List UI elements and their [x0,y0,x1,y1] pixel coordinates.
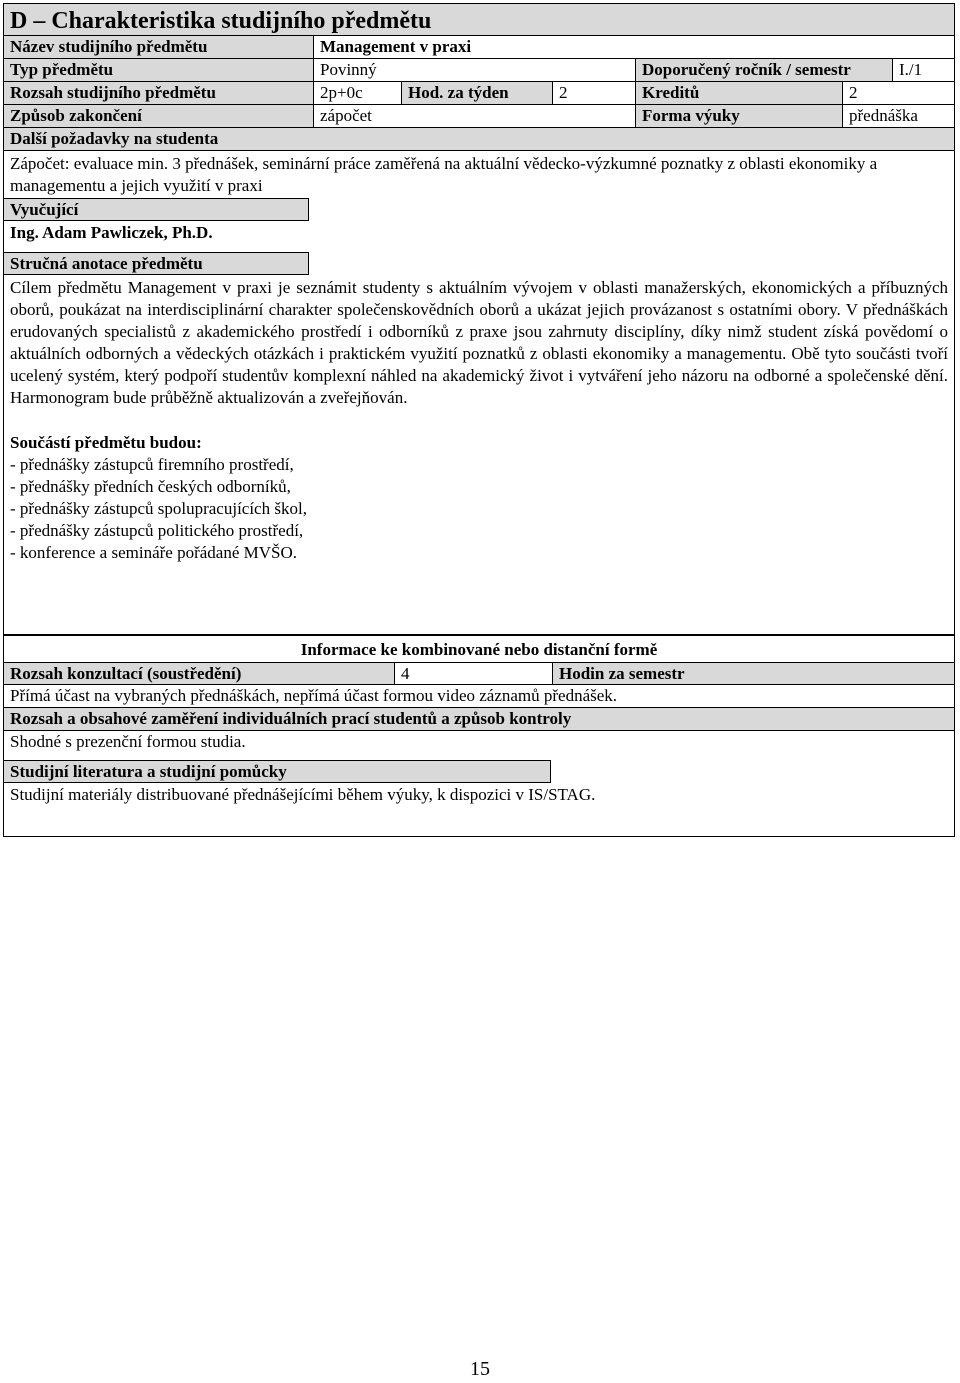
hours-per-week-value: 2 [552,82,635,104]
list-item: - přednášky předních českých odborníků, [10,477,291,496]
course-range-label: Rozsah studijního předmětu [4,82,313,104]
credits-value: 2 [842,82,954,104]
course-type-label: Typ předmětu [4,59,313,81]
list-item: - přednášky zástupců spolupracujících škol, [10,499,307,518]
requirements-text: Zápočet: evaluace min. 3 přednášek, seminární práce zaměřená na aktuální vědecko-výzkumné poznatky z oblasti ekonomiky a managementu a jejich využití v praxi [10,154,878,195]
completion-value: zápočet [313,105,635,127]
teaching-form-value: přednáška [842,105,954,127]
distance-form-section [4,636,954,836]
course-name-label: Název studijního předmětu [4,36,313,58]
hours-per-semester-label: Hodin za semestr [552,663,954,684]
list-item: - přednášky zástupců firemního prostředí, [10,455,294,474]
course-range-value: 2p+0c [313,82,401,104]
page-number: 15 [470,1358,490,1380]
components-list [4,432,954,564]
consultation-row [4,662,954,685]
individual-work-row [4,708,954,731]
consultation-label: Rozsah konzultací (soustředění) [4,663,394,684]
list-item: - přednášky zástupců politického prostředí, [10,521,304,540]
literature-heading-row [4,760,954,783]
completion-label: Způsob zakončení [4,105,313,127]
list-item: - konference a semináře pořádané MVŠO. [10,543,297,562]
course-characteristics-form [3,3,955,837]
course-name-row [4,36,954,59]
annotation-label: Stručná anotace předmětu [4,252,309,275]
requirements-label: Další požadavky na studenta [4,128,954,151]
course-name-value: Management v praxi [313,36,954,58]
teacher-name: Ing. Adam Pawliczek, Ph.D. [10,223,213,242]
teaching-form-label: Forma výuky [635,105,842,127]
form-title: D – Charakteristika studijního předmětu [4,4,954,36]
course-type-value: Povinný [313,59,635,81]
completion-row [4,105,954,128]
annotation-text: Cílem předmětu Management v praxi je seznámit studenty s aktuálním vývojem v oblasti manažerských, ekonomických a příbuzných oborů, poukázat na interdisciplinární charakter společenskovědních oborů a ukázat jejich provázanost s ostatními obory. V přednáškách erudovaných specialistů z akademického prostředí i odborníků z praxe jsou zahrnuty disciplíny, díky nimž student získá povědomí o aktuálních odborných a vědeckých otázkách i praktickém využití poznatků z oblasti ekonomiky a managementu. Obě tyto součásti tvoří ucelený systém, který podpoří studentův komplexní náhled na akademický život i vytváření jeho názoru na odborné a společenské dění. Harmonogram bude průběžně aktualizován a zveřejňován. [10,278,948,407]
participation-text: Přímá účast na vybraných přednáškách, nepřímá účast formou video záznamů přednášek. [4,685,954,708]
individual-work-text: Shodné s prezenční formou studia. [10,732,246,751]
teachers-label: Vyučující [4,198,309,221]
requirements-heading-row [4,128,954,151]
course-type-row [4,59,954,82]
recommended-year-value: I./1 [892,59,954,81]
teachers-heading-row [4,198,954,221]
distance-heading: Informace ke kombinované nebo distanční formě [300,640,658,659]
credits-label: Kreditů [635,82,842,104]
recommended-year-label: Doporučený ročník / semestr [635,59,892,81]
literature-text: Studijní materiály distribuované přednášejícími během výuky, k dispozici v IS/STAG. [10,785,596,804]
course-range-row [4,82,954,105]
individual-work-label: Rozsah a obsahové zaměření individuálních prací studentů a způsob kontroly [4,708,954,730]
components-heading: Součástí předmětu budou: [10,433,202,452]
hours-per-week-label: Hod. za týden [401,82,552,104]
literature-label: Studijní literatura a studijní pomůcky [4,760,551,783]
course-info-section [4,4,954,636]
consultation-value: 4 [394,663,552,684]
annotation-heading-row [4,252,954,275]
